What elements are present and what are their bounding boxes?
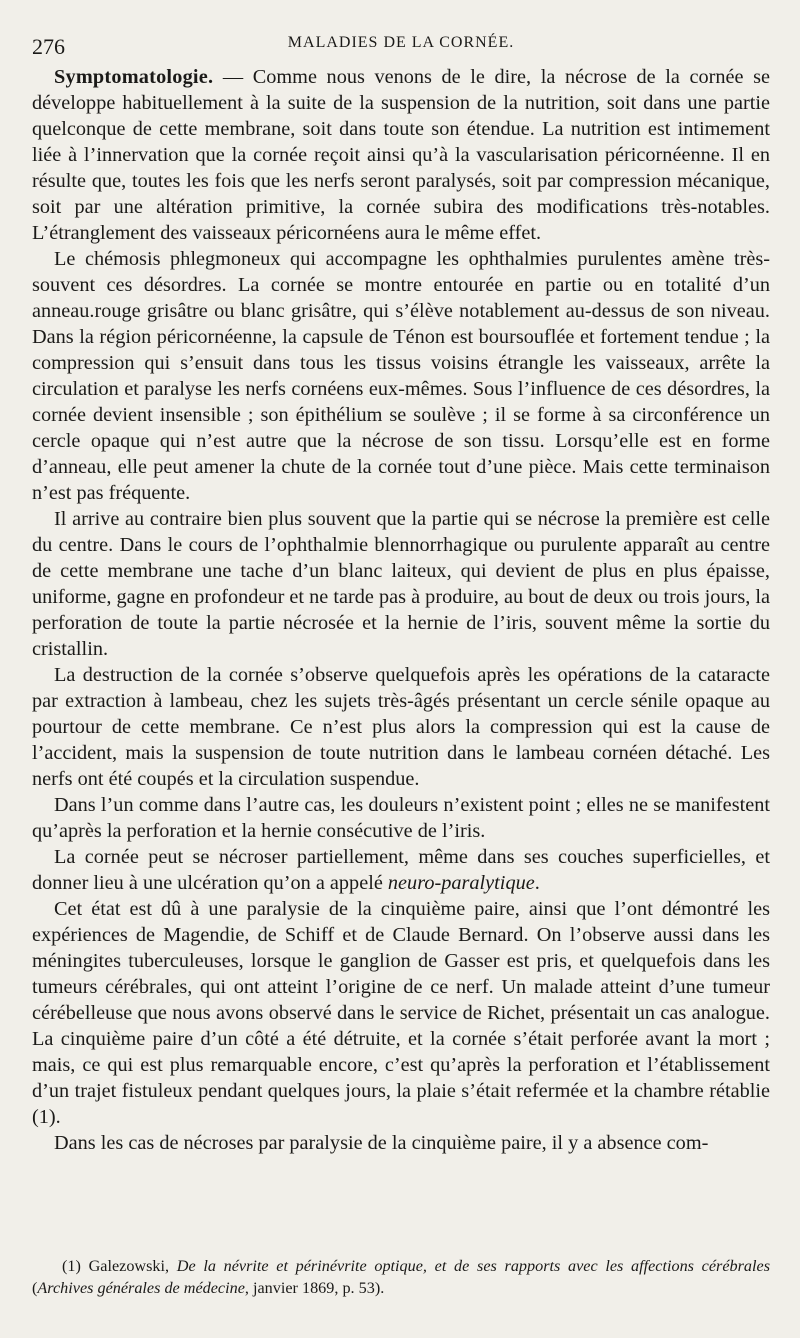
paragraph-text: La destruction de la cornée s’observe quelquefois après les opérations de la cataracte par extraction à lambeau, chez les sujets très-âgés présentant un cercle sénile opaque au pourtour de cette membrane. Ce n’est plus alors la compression qui est la cause de l’accident, mais la suspension de toute nutrition dans le lambeau cornéen détaché. Les nerfs ont été coupés et la circulation suspendue.: [32, 664, 770, 790]
paragraph-cataracte: [32, 662, 770, 792]
paragraph-text: Dans l’un comme dans l’autre cas, les douleurs n’existent point ; elles ne se manifestent qu’après la perforation et la hernie consécutive de l’iris.: [32, 794, 770, 842]
footnote-1: [32, 1255, 770, 1299]
body-text: [32, 64, 770, 1156]
paragraph-necroses: [32, 1130, 770, 1156]
footnote-title: De la névrite et périnévrite optique, et de ses rapports avec les affections cérébrales: [176, 1257, 770, 1275]
footnote-middle: (: [32, 1279, 38, 1297]
running-title: MALADIES DE LA CORNÉE.: [287, 34, 515, 51]
italic-term: neuro-paralytique: [387, 872, 535, 894]
section-heading: Symptomatologie.: [54, 66, 214, 88]
paragraph-text: — Comme nous venons de le dire, la nécrose de la cornée se développe habituellement à la suite de la suspension de la nutrition, soit dans une partie quelconque de cette membrane, soit dans toute son étendue. La nutrition est intimement liée à l’innervation que la cornée reçoit ainsi qu’à la vascularisation péricornéenne. Il en résulte que, toutes les fois que les nerfs seront paralysés, soit par compression mécanique, soit par une altération primitive, la cornée subira des modifications très-notables. L’étranglement des vaisseaux péricornéens aura le même effet.: [32, 66, 770, 244]
paragraph-text: Cet état est dû à une paralysie de la cinquième paire, ainsi que l’ont démontré les expériences de Magendie, de Schiff et de Claude Bernard. On l’observe aussi dans les méningites tuberculeuses, lorsque le ganglion de Gasser est pris, et quelquefois dans les tumeurs cérébrales, qui ont atteint l’origine de ce nerf. Un malade atteint d’une tumeur cérébelleuse que nous avons observé dans le service de Richet, présentait un cas analogue. La cinquième paire d’un côté a été détruite, et la cornée s’était perforée avant la mort ; mais, ce qui est plus remarquable encore, c’est qu’après la perforation et l’établissement d’un trajet fistuleux pendant quelques jours, la plaie s’était refermée et la chambre rétablie (1).: [32, 898, 770, 1128]
paragraph-text: Il arrive au contraire bien plus souvent que la partie qui se nécrose la première est celle du centre. Dans le cours de l’ophthalmie blennorrhagique ou purulente apparaît au centre de cette membrane une tache d’un blanc laiteux, qui devient de plus en plus épaisse, uniforme, gagne en profondeur et ne tarde pas à produire, au bout de deux ou trois jours, la perforation de toute la partie nécrosée et la hernie de l’iris, souvent même la sortie du cristallin.: [32, 508, 770, 660]
paragraph-ulceration: [32, 844, 770, 896]
running-head: [32, 0, 770, 58]
paragraph-chemosis: [32, 246, 770, 506]
footnote-journal: Archives générales de médecine: [37, 1279, 245, 1297]
paragraph-douleurs: [32, 792, 770, 844]
footnotes: [32, 1255, 770, 1299]
page-number: 276: [32, 34, 65, 59]
paragraph-text: Dans les cas de nécroses par paralysie de la cinquième paire, il y a absence com-: [54, 1132, 709, 1154]
paragraph-symptomatologie: [32, 64, 770, 246]
footnote-end: , janvier 1869, p. 53).: [244, 1279, 385, 1297]
paragraph-cinquieme-paire: [32, 896, 770, 1130]
paragraph-text: La cornée peut se nécroser partiellement, même dans ses couches superficielles, et donner lieu à une ulcération qu’on a appelé: [32, 846, 770, 894]
footnote-mark: (1) Galezowski,: [62, 1257, 177, 1275]
paragraph-centre: [32, 506, 770, 662]
paragraph-text: Le chémosis phlegmoneux qui accompagne les ophthalmies purulentes amène très-souvent ces désordres. La cornée se montre entourée en partie ou en totalité d’un anneau.rouge grisâtre ou blanc grisâtre, qui s’élève notablement au-dessus de son niveau. Dans la région péricornéenne, la capsule de Ténon est boursouflée et fortement tendue ; la compression qui s’ensuit dans tous les tissus voisins étrangle les vaisseaux, arrête la circulation et paralyse les nerfs cornéens eux-mêmes. Sous l’influence de ces désordres, la cornée devient insensible ; son épithélium se soulève ; il se forme à sa circonférence un cercle opaque qui n’est autre que la nécrose de son tissu. Lorsqu’elle est en forme d’anneau, elle peut amener la chute de la cornée tout d’une pièce. Mais cette terminaison n’est pas fréquente.: [32, 248, 770, 504]
paragraph-tail: .: [534, 872, 540, 894]
